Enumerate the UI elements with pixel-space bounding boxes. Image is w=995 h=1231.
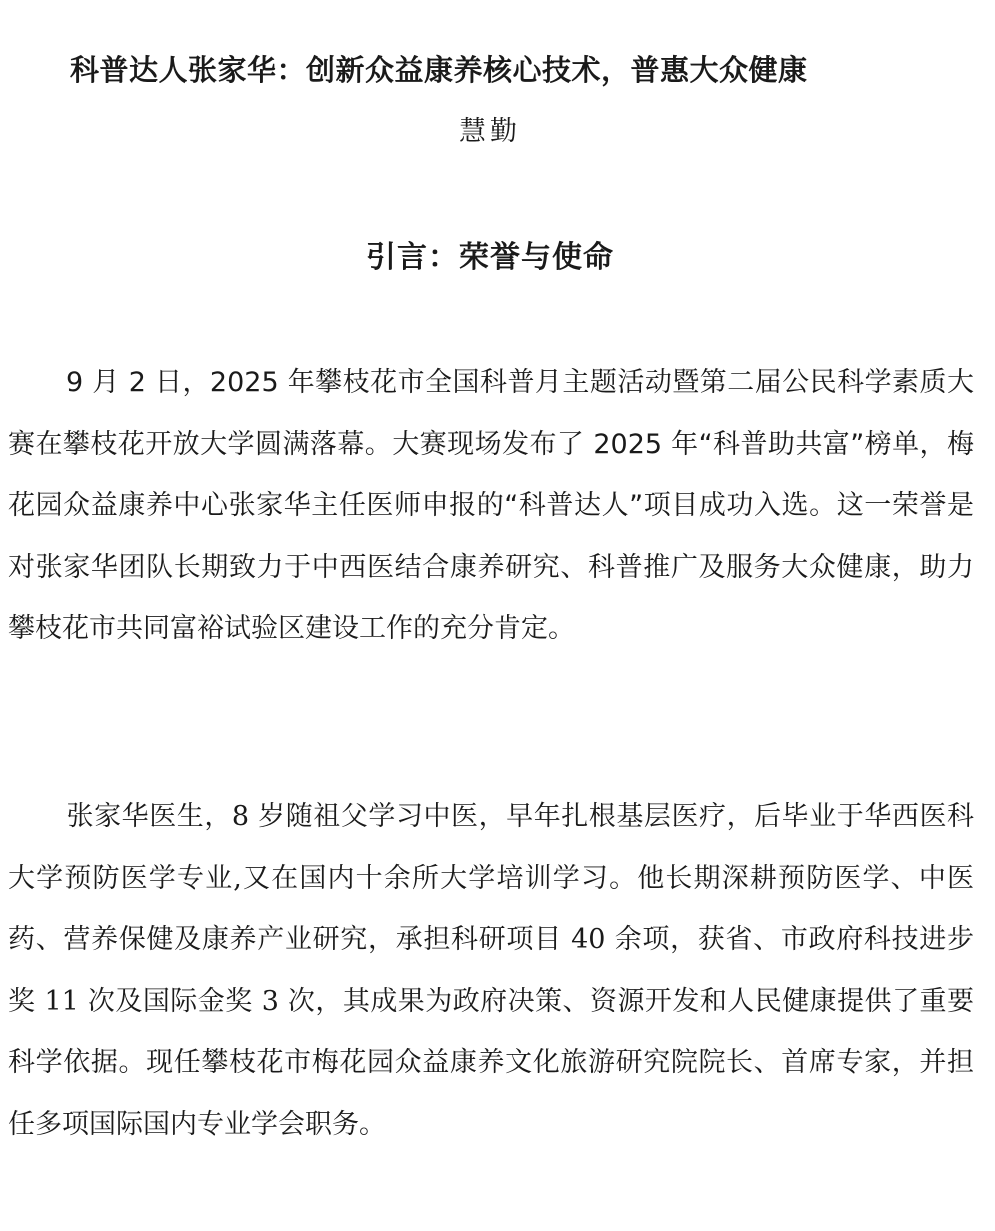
article-author: 慧勤 (459, 116, 521, 147)
paragraph-intro (8, 352, 974, 660)
section-heading: 引言：荣誉与使命 (366, 240, 614, 275)
paragraph-biography (8, 786, 974, 1155)
paragraph-text: 9 月 2 日，2025 年攀枝花市全国科普月主题活动暨第二届公民科学素质大赛在攀枝花开放大学圆满落幕。大赛现场发布了 2025 年“科普助共富”榜单，梅花园众益康养中心张家华主任医师申报的“科普达人”项目成功入选。这一荣誉是对张家华团队长期致力于中西医结合康养研究、科普推广及服务大众健康，助力攀枝花市共同富裕试验区建设工作的充分肯定。 (8, 367, 974, 644)
paragraph-text: 张家华医生，8 岁随祖父学习中医，早年扎根基层医疗，后毕业于华西医科大学预防医学专业,又在国内十余所大学培训学习。他长期深耕预防医学、中医药、营养保健及康养产业研究，承担科研项目 40 余项，获省、市政府科技进步奖 11 次及国际金奖 3 次，其成果为政府决策、资源开发和人民健康提供了重要科学依据。现任攀枝花市梅花园众益康养文化旅游研究院院长、首席专家，并担任多项国际国内专业学会职务。 (8, 801, 974, 1140)
article-title: 科普达人张家华：创新众益康养核心技术，普惠大众健康 (70, 53, 808, 87)
